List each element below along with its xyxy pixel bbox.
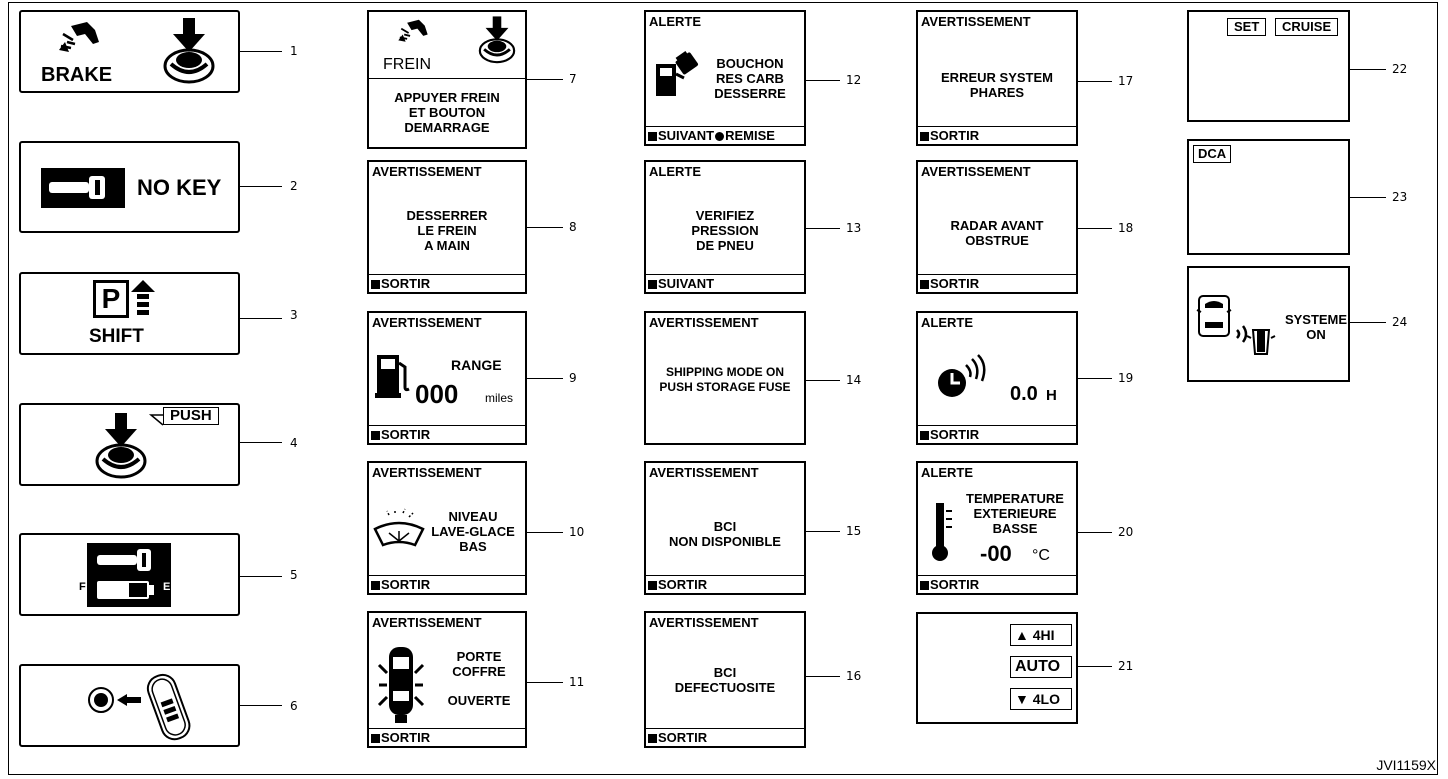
panel-11-footer: SORTIR (369, 728, 525, 746)
button-square-icon (371, 734, 380, 743)
button-square-icon (371, 581, 380, 590)
callout-6: 6 (290, 699, 298, 713)
shift-up-arrow-icon (131, 280, 155, 316)
button-square-icon (371, 431, 380, 440)
panel-20-outside-temp: ALERTE TEMPERATURE EXTERIEURE BASSE -00 °C SORTIR (916, 461, 1078, 595)
panel-brake (19, 10, 240, 93)
panel-13-tire-pressure: ALERTE VERIFIEZ PRESSION DE PNEU SUIVANT (644, 160, 806, 294)
fuel-pump-icon (375, 353, 411, 399)
callout-19: 19 (1118, 371, 1134, 385)
callout-16: 16 (846, 669, 862, 683)
panel-7-message: APPUYER FREIN ET BOUTON DEMARRAGE (394, 90, 500, 135)
range-value: 000 (415, 379, 459, 409)
panel-key-fob (19, 664, 240, 747)
button-square-icon (920, 431, 929, 440)
panel-11-trunk: AVERTISSEMENT PORTE COFFRE OUVERTE SORTIR (367, 611, 527, 748)
callout-18: 18 (1118, 221, 1134, 235)
callout-22: 22 (1392, 62, 1408, 76)
button-square-icon (648, 280, 657, 289)
panel-9-range: AVERTISSEMENT RANGE 000 miles SORTIR (367, 311, 527, 445)
panel-key-battery (19, 533, 240, 616)
fuel-empty-label: E (163, 581, 171, 593)
button-square-icon (920, 581, 929, 590)
car-door-open-icon (377, 643, 425, 725)
auto-indicator: AUTO (1010, 656, 1072, 678)
fuel-cap-icon (654, 50, 698, 100)
timer-unit: H (1046, 387, 1057, 404)
button-square-icon (371, 280, 380, 289)
callout-20: 20 (1118, 525, 1134, 539)
no-key-label: NO KEY (137, 175, 222, 200)
button-square-icon (920, 132, 929, 141)
panel-7-brake-start (367, 10, 527, 149)
panel-21-4wd (916, 612, 1078, 724)
start-button-icon (477, 16, 517, 64)
timer-alert-icon (936, 355, 992, 399)
callout-pointer-icon (149, 413, 163, 427)
frein-label: FREIN (383, 56, 431, 73)
callout-4: 4 (290, 436, 298, 450)
figure-code: JVI1159X (1376, 757, 1436, 773)
washer-fluid-icon (373, 509, 425, 549)
panel-12-footer: SUIVANT REMISE (646, 126, 804, 144)
start-button-icon (161, 18, 217, 84)
callout-7: 7 (569, 72, 577, 86)
button-square-icon (920, 280, 929, 289)
panel-18-footer: SORTIR (918, 274, 1076, 292)
panel-15-bci-unavailable: AVERTISSEMENT BCI NON DISPONIBLE SORTIR (644, 461, 806, 595)
range-unit: miles (485, 391, 514, 405)
panel-9-footer: SORTIR (369, 425, 525, 443)
vehicle-detection-icon (1197, 294, 1283, 360)
panel-24-system-on: SYSTEME ON (1187, 266, 1350, 382)
callout-15: 15 (846, 524, 862, 538)
temp-unit: °C (1032, 547, 1050, 564)
set-indicator: SET (1227, 18, 1266, 36)
panel-17-headlight-error: AVERTISSEMENT ERREUR SYSTEM PHARES SORTIR (916, 10, 1078, 146)
panel-15-footer: SORTIR (646, 575, 804, 593)
panel-10-washer: AVERTISSEMENT NIVEAU LAVE-GLACE BAS SORTIR (367, 461, 527, 595)
key-icon (41, 168, 125, 208)
brake-label: BRAKE (41, 64, 113, 86)
callout-14: 14 (846, 373, 862, 387)
key-fob-to-button-icon (81, 670, 201, 744)
panel-no-key (19, 141, 240, 233)
timer-value: 0.0 (1010, 383, 1038, 405)
dca-indicator: DCA (1193, 145, 1231, 163)
callout-17: 17 (1118, 74, 1134, 88)
callout-1: 1 (290, 44, 298, 58)
panel-19-footer: SORTIR (918, 425, 1076, 443)
panel-19-timer: ALERTE 0.0 H SORTIR (916, 311, 1078, 445)
thermometer-icon (930, 503, 954, 563)
cruise-indicator: CRUISE (1275, 18, 1338, 36)
callout-13: 13 (846, 221, 862, 235)
panel-shift (19, 272, 240, 355)
callout-23: 23 (1392, 190, 1408, 204)
callout-21: 21 (1118, 659, 1134, 673)
foot-pedal-icon (49, 20, 109, 60)
range-label: RANGE (451, 357, 502, 373)
button-square-icon (648, 581, 657, 590)
callout-24: 24 (1392, 315, 1408, 329)
callout-5: 5 (290, 568, 298, 582)
callout-10: 10 (569, 525, 585, 539)
foot-pedal-icon (391, 18, 435, 48)
panel-8-parking-brake: AVERTISSEMENT DESSERRER LE FREIN A MAIN SORTIR (367, 160, 527, 294)
key-battery-icon (87, 543, 171, 607)
panel-16-footer: SORTIR (646, 728, 804, 746)
panel-18-radar-blocked: AVERTISSEMENT RADAR AVANT OBSTRUE SORTIR (916, 160, 1078, 294)
start-button-icon (93, 413, 149, 479)
panel-13-footer: SUIVANT (646, 274, 804, 292)
panel-8-footer: SORTIR (369, 274, 525, 292)
callout-12: 12 (846, 73, 862, 87)
panel-22-cruise (1187, 10, 1350, 122)
callout-8: 8 (569, 220, 577, 234)
panel-12-fuel-cap: ALERTE BOUCHON RES CARB DESSERRE SUIVANT REMISE (644, 10, 806, 146)
callout-3: 3 (290, 308, 298, 322)
shift-label: SHIFT (89, 326, 144, 347)
p-box: P (93, 280, 129, 318)
panel-push (19, 403, 240, 486)
4hi-indicator: ▲ 4HI (1010, 624, 1072, 646)
panel-17-footer: SORTIR (918, 126, 1076, 144)
temp-value: -00 (980, 541, 1012, 566)
panel-16-bci-fault: AVERTISSEMENT BCI DEFECTUOSITE SORTIR (644, 611, 806, 748)
panel-23-dca (1187, 139, 1350, 255)
push-tag: PUSH (163, 407, 219, 425)
callout-9: 9 (569, 371, 577, 385)
button-square-icon (648, 132, 657, 141)
panel-10-footer: SORTIR (369, 575, 525, 593)
panel-20-footer: SORTIR (918, 575, 1076, 593)
button-dot-icon (715, 132, 724, 141)
callout-2: 2 (290, 179, 298, 193)
panel-14-shipping-mode: AVERTISSEMENT SHIPPING MODE ON PUSH STORAGE FUSE (644, 311, 806, 445)
fuel-full-label: F (79, 581, 86, 593)
button-square-icon (648, 734, 657, 743)
callout-11: 11 (569, 675, 585, 689)
4lo-indicator: ▼ 4LO (1010, 688, 1072, 710)
